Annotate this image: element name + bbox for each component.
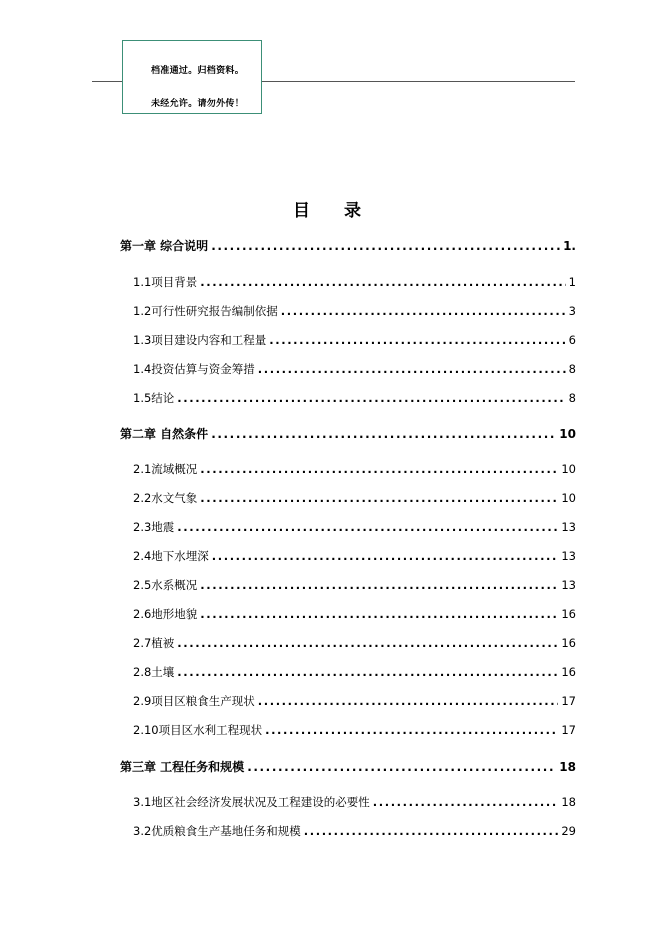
toc-dot-leader — [212, 547, 559, 565]
toc-dot-leader — [200, 273, 565, 291]
toc-dot-leader — [211, 425, 556, 443]
toc-page-number: 1 — [568, 275, 576, 289]
toc-entry-label: 2.9项目区粮食生产现状 — [133, 694, 255, 708]
table-of-contents — [120, 0, 576, 936]
toc-entry-label: 2.1流域概况 — [133, 462, 198, 476]
toc-dot-leader — [200, 489, 558, 507]
toc-page-number: 13 — [561, 520, 576, 534]
toc-entry-label: 2.10项目区水利工程现状 — [133, 723, 263, 737]
toc-chapter-entry[interactable] — [120, 237, 576, 255]
toc-page-number: 16 — [561, 607, 576, 621]
toc-entry-label: 第二章 自然条件 — [120, 427, 209, 441]
toc-dot-leader — [247, 758, 556, 776]
toc-entry-label: 3.1地区社会经济发展状况及工程建设的必要性 — [133, 795, 370, 809]
toc-entry-label: 1.2可行性研究报告编制依据 — [133, 304, 278, 318]
toc-dot-leader — [177, 389, 565, 407]
toc-chapter-entry[interactable] — [120, 425, 576, 443]
toc-dot-leader — [211, 237, 560, 255]
page-title: 目 录 — [293, 201, 375, 221]
toc-entry-label: 第一章 综合说明 — [120, 239, 209, 253]
toc-entry-label: 2.4地下水埋深 — [133, 549, 209, 563]
toc-section-entry[interactable] — [120, 547, 576, 565]
toc-page-number: 8 — [568, 391, 576, 405]
toc-entry-label: 3.2优质粮食生产基地任务和规模 — [133, 824, 301, 838]
toc-entry-label: 2.7植被 — [133, 636, 175, 650]
toc-page-number: 29 — [561, 824, 576, 838]
toc-dot-leader — [177, 518, 558, 536]
toc-entry-label: 2.8土壤 — [133, 665, 175, 679]
toc-page-number: 17 — [561, 694, 576, 708]
toc-section-entry[interactable] — [120, 331, 576, 349]
toc-dot-leader — [304, 822, 559, 840]
toc-dot-leader — [281, 302, 566, 320]
toc-entry-label: 1.4投资估算与资金筹措 — [133, 362, 255, 376]
toc-page-number: 17 — [561, 723, 576, 737]
toc-section-entry[interactable] — [120, 692, 576, 710]
toc-dot-leader — [177, 634, 558, 652]
toc-page-number: 16 — [561, 636, 576, 650]
toc-section-entry[interactable] — [120, 822, 576, 840]
toc-page-number: 10 — [561, 491, 576, 505]
toc-dot-leader — [373, 793, 559, 811]
toc-page-number: 13 — [561, 549, 576, 563]
toc-section-entry[interactable] — [120, 489, 576, 507]
toc-dot-leader — [200, 576, 558, 594]
toc-entry-label: 1.5结论 — [133, 391, 175, 405]
toc-entry-label: 2.2水文气象 — [133, 491, 198, 505]
toc-section-entry[interactable] — [120, 302, 576, 320]
stamp-line-2: 未经允许。请勿外传！ — [151, 99, 245, 109]
toc-section-entry[interactable] — [120, 360, 576, 378]
toc-entry-label: 第三章 工程任务和规模 — [120, 760, 245, 774]
toc-dot-leader — [177, 663, 558, 681]
toc-page-number: 6 — [568, 333, 576, 347]
toc-dot-leader — [269, 331, 565, 349]
toc-dot-leader — [258, 360, 566, 378]
toc-section-entry[interactable] — [120, 793, 576, 811]
toc-entry-label: 2.6地形地貌 — [133, 607, 198, 621]
toc-page-number: 8 — [568, 362, 576, 376]
toc-section-entry[interactable] — [120, 663, 576, 681]
toc-section-entry[interactable] — [120, 518, 576, 536]
toc-section-entry[interactable] — [120, 273, 576, 291]
toc-chapter-entry[interactable] — [120, 758, 576, 776]
toc-entry-label: 1.3项目建设内容和工程量 — [133, 333, 267, 347]
toc-dot-leader — [265, 721, 558, 739]
toc-page-number: 18 — [559, 760, 576, 774]
toc-entry-label: 1.1项目背景 — [133, 275, 198, 289]
toc-section-entry[interactable] — [120, 605, 576, 623]
toc-entry-label: 2.5水系概况 — [133, 578, 198, 592]
toc-section-entry[interactable] — [120, 634, 576, 652]
toc-page-number: 1. — [563, 239, 576, 253]
toc-dot-leader — [258, 692, 559, 710]
toc-page-number: 10 — [561, 462, 576, 476]
toc-entry-label: 2.3地震 — [133, 520, 175, 534]
toc-section-entry[interactable] — [120, 460, 576, 478]
toc-page-number: 16 — [561, 665, 576, 679]
toc-page-number: 18 — [561, 795, 576, 809]
stamp-line-1: 档准通过。归档资料。 — [151, 66, 245, 76]
toc-page-number: 13 — [561, 578, 576, 592]
toc-section-entry[interactable] — [120, 576, 576, 594]
toc-section-entry[interactable] — [120, 389, 576, 407]
toc-dot-leader — [200, 605, 558, 623]
toc-section-entry[interactable] — [120, 721, 576, 739]
toc-dot-leader — [200, 460, 558, 478]
toc-page-number: 10 — [559, 427, 576, 441]
toc-page-number: 3 — [568, 304, 576, 318]
